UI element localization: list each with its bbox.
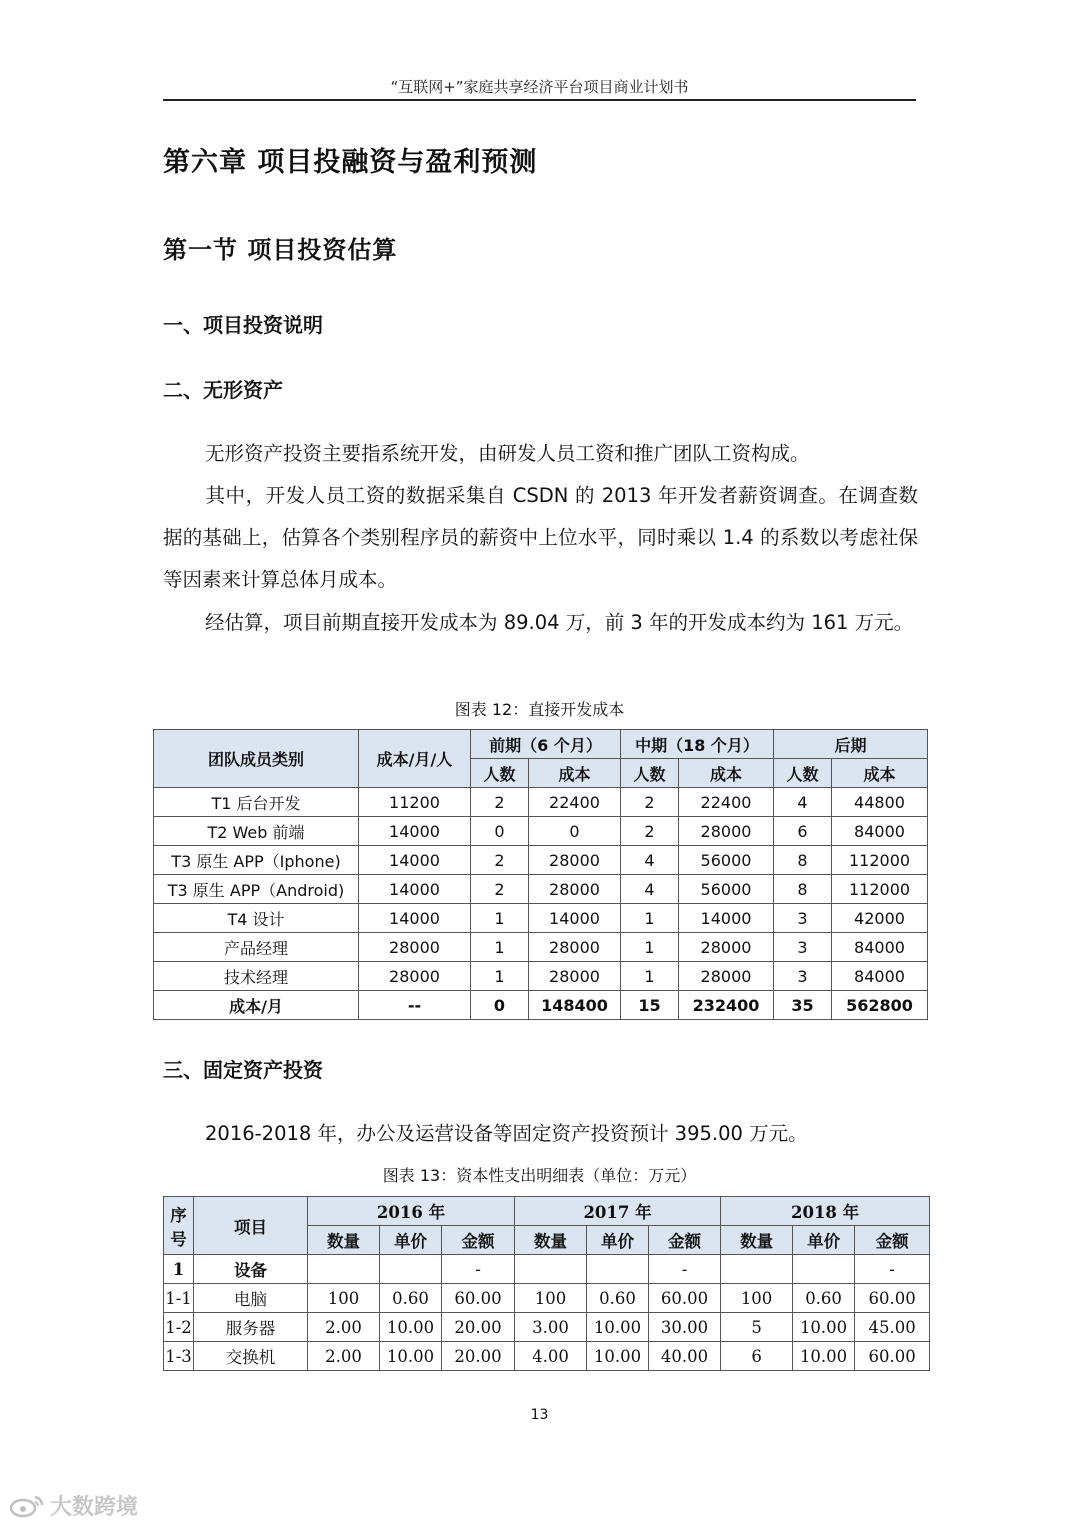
total-cell: 232400 bbox=[679, 991, 774, 1020]
table-row bbox=[154, 846, 928, 875]
table-cell: 20.00 bbox=[442, 1313, 515, 1342]
chapter-title: 第六章 项目投融资与盈利预测 bbox=[163, 147, 538, 178]
table-cell: - bbox=[442, 1255, 515, 1284]
table-cell: 10.00 bbox=[587, 1342, 649, 1371]
paragraph-3: 经估算，项目前期直接开发成本为 89.04 万，前 3 年的开发成本约为 161 万元。 bbox=[205, 611, 914, 634]
paragraph-2: 其中，开发人员工资的数据采集自 CSDN 的 2013 年开发者薪资调查。在调查数据的基础上，估算各个类别程序员的薪资中上位水平，同时乘以 1.4 的系数以考虑社保等因素来计算总体月成本。 bbox=[163, 484, 918, 591]
table-cell: 28000 bbox=[679, 817, 774, 846]
table-cell: 10.00 bbox=[380, 1342, 442, 1371]
header-early: 前期（6 个月） bbox=[471, 730, 621, 759]
table-cell: 1-2 bbox=[164, 1313, 194, 1342]
table-cell: 4.00 bbox=[515, 1342, 587, 1371]
table-cell: 45.00 bbox=[855, 1313, 930, 1342]
table-cell: 4 bbox=[621, 875, 679, 904]
table-cell bbox=[793, 1255, 855, 1284]
table-cell: 28000 bbox=[679, 933, 774, 962]
table-cell: 电脑 bbox=[194, 1284, 308, 1313]
table-cell: 56000 bbox=[679, 875, 774, 904]
table-cell: 28000 bbox=[529, 933, 621, 962]
paragraph-1: 无形资产投资主要指系统开发，由研发人员工资和推广团队工资构成。 bbox=[205, 442, 810, 465]
table-cell: 28000 bbox=[529, 962, 621, 991]
direct-dev-cost-table bbox=[153, 729, 928, 1020]
table-cell: 100 bbox=[721, 1284, 793, 1313]
table-row bbox=[164, 1342, 930, 1371]
table-cell: 28000 bbox=[359, 933, 471, 962]
table-row bbox=[154, 817, 928, 846]
table-cell: 3 bbox=[774, 933, 832, 962]
header-price: 单价 bbox=[380, 1226, 442, 1255]
header-mid: 中期（18 个月） bbox=[621, 730, 774, 759]
total-cell: 148400 bbox=[529, 991, 621, 1020]
table-cell: 10.00 bbox=[793, 1313, 855, 1342]
table-row bbox=[154, 788, 928, 817]
table-cell: 1 bbox=[164, 1255, 194, 1284]
header-count: 人数 bbox=[621, 759, 679, 788]
table-cell: 60.00 bbox=[442, 1284, 515, 1313]
header-qty: 数量 bbox=[721, 1226, 793, 1255]
table-cell: 8 bbox=[774, 846, 832, 875]
table-cell: 14000 bbox=[679, 904, 774, 933]
table-cell bbox=[308, 1255, 380, 1284]
subsection-title-2: 二、无形资产 bbox=[163, 378, 283, 402]
table-cell: 2 bbox=[471, 875, 529, 904]
total-cell: 15 bbox=[621, 991, 679, 1020]
table-cell: 0.60 bbox=[587, 1284, 649, 1313]
table-cell: 产品经理 bbox=[154, 933, 359, 962]
table-cell: - bbox=[855, 1255, 930, 1284]
table-cell: 60.00 bbox=[855, 1342, 930, 1371]
header-year-2018: 2018 年 bbox=[721, 1197, 930, 1226]
table-cell: 84000 bbox=[832, 933, 928, 962]
header-item: 项目 bbox=[194, 1197, 308, 1255]
table-cell: T3 原生 APP（Android) bbox=[154, 875, 359, 904]
table-cell: - bbox=[649, 1255, 721, 1284]
table-cell: T4 设计 bbox=[154, 904, 359, 933]
header-count: 人数 bbox=[471, 759, 529, 788]
table-cell: 1-1 bbox=[164, 1284, 194, 1313]
table-cell: 14000 bbox=[359, 817, 471, 846]
table-cell: 22400 bbox=[679, 788, 774, 817]
table-cell: 0 bbox=[471, 817, 529, 846]
table-cell: 设备 bbox=[194, 1255, 308, 1284]
table-cell: 3 bbox=[774, 962, 832, 991]
watermark bbox=[8, 1490, 138, 1521]
subsection-title-3: 三、固定资产投资 bbox=[163, 1058, 323, 1082]
table-cell: 100 bbox=[515, 1284, 587, 1313]
header-qty: 数量 bbox=[308, 1226, 380, 1255]
watermark-text: 大数跨境 bbox=[50, 1495, 139, 1520]
subsection-title-1: 一、项目投资说明 bbox=[163, 313, 323, 337]
table-cell: 84000 bbox=[832, 817, 928, 846]
running-header: “互联网+”家庭共享经济平台项目商业计划书 bbox=[390, 78, 689, 96]
table-cell: 44800 bbox=[832, 788, 928, 817]
table-cell: 4 bbox=[774, 788, 832, 817]
paragraph-4: 2016-2018 年，办公及运营设备等固定资产投资预计 395.00 万元。 bbox=[205, 1122, 808, 1145]
table-cell: 20.00 bbox=[442, 1342, 515, 1371]
table-cell bbox=[515, 1255, 587, 1284]
table-cell: 1 bbox=[471, 962, 529, 991]
table-cell: 6 bbox=[774, 817, 832, 846]
header-seq: 序号 bbox=[164, 1197, 194, 1255]
table-cell: 0.60 bbox=[380, 1284, 442, 1313]
capex-detail-table bbox=[163, 1196, 930, 1371]
table-cell: 2.00 bbox=[308, 1313, 380, 1342]
table-cell: 4 bbox=[621, 846, 679, 875]
table-cell: 14000 bbox=[359, 846, 471, 875]
table-row bbox=[154, 875, 928, 904]
total-row bbox=[154, 991, 928, 1020]
header-rule bbox=[163, 99, 916, 101]
table-row bbox=[164, 1313, 930, 1342]
weibo-logo-icon bbox=[8, 1493, 46, 1519]
table-row bbox=[154, 962, 928, 991]
header-member-category: 团队成员类别 bbox=[154, 730, 359, 788]
header-cost-per-month: 成本/月/人 bbox=[359, 730, 471, 788]
table-cell: 1 bbox=[471, 904, 529, 933]
total-cell: 562800 bbox=[832, 991, 928, 1020]
total-cell: 35 bbox=[774, 991, 832, 1020]
table-cell: 2 bbox=[621, 817, 679, 846]
table-cell: T3 原生 APP（Iphone) bbox=[154, 846, 359, 875]
table-cell bbox=[721, 1255, 793, 1284]
table-cell: 84000 bbox=[832, 962, 928, 991]
table-cell: 112000 bbox=[832, 875, 928, 904]
table-cell: 8 bbox=[774, 875, 832, 904]
table-cell: 40.00 bbox=[649, 1342, 721, 1371]
table-cell: 1 bbox=[621, 904, 679, 933]
table-cell: 10.00 bbox=[793, 1342, 855, 1371]
total-cell: -- bbox=[359, 991, 471, 1020]
header-amount: 金额 bbox=[649, 1226, 721, 1255]
table-cell: 22400 bbox=[529, 788, 621, 817]
table-cell: 服务器 bbox=[194, 1313, 308, 1342]
table-cell: 60.00 bbox=[649, 1284, 721, 1313]
table-cell: 1 bbox=[471, 933, 529, 962]
table-row bbox=[164, 1255, 930, 1284]
table-cell: 5 bbox=[721, 1313, 793, 1342]
table-cell: 42000 bbox=[832, 904, 928, 933]
table-cell: 1 bbox=[621, 933, 679, 962]
table-cell: 10.00 bbox=[380, 1313, 442, 1342]
table-row bbox=[164, 1284, 930, 1313]
table-cell: T1 后台开发 bbox=[154, 788, 359, 817]
table-cell: 技术经理 bbox=[154, 962, 359, 991]
table-cell: 30.00 bbox=[649, 1313, 721, 1342]
table-cell: 28000 bbox=[359, 962, 471, 991]
table12-caption: 图表 12：直接开发成本 bbox=[454, 700, 625, 719]
header-amount: 金额 bbox=[855, 1226, 930, 1255]
table-cell: 1 bbox=[621, 962, 679, 991]
table-cell: 14000 bbox=[529, 904, 621, 933]
table-cell: 2 bbox=[471, 788, 529, 817]
table-cell: 14000 bbox=[359, 875, 471, 904]
table-cell: 3.00 bbox=[515, 1313, 587, 1342]
table-cell: 10.00 bbox=[587, 1313, 649, 1342]
table-row bbox=[154, 904, 928, 933]
header-price: 单价 bbox=[587, 1226, 649, 1255]
header-cost: 成本 bbox=[832, 759, 928, 788]
total-cell: 成本/月 bbox=[154, 991, 359, 1020]
table-cell: 100 bbox=[308, 1284, 380, 1313]
table-cell bbox=[587, 1255, 649, 1284]
table-cell bbox=[380, 1255, 442, 1284]
table13-caption: 图表 13：资本性支出明细表（单位：万元） bbox=[382, 1166, 697, 1185]
table-cell: 1-3 bbox=[164, 1342, 194, 1371]
table-cell: 6 bbox=[721, 1342, 793, 1371]
total-cell: 0 bbox=[471, 991, 529, 1020]
table-cell: 0 bbox=[529, 817, 621, 846]
table-cell: 56000 bbox=[679, 846, 774, 875]
table-cell: 60.00 bbox=[855, 1284, 930, 1313]
header-year-2017: 2017 年 bbox=[515, 1197, 721, 1226]
table-row bbox=[154, 933, 928, 962]
table-cell: 14000 bbox=[359, 904, 471, 933]
table-cell: 2 bbox=[621, 788, 679, 817]
table-cell: 交换机 bbox=[194, 1342, 308, 1371]
header-price: 单价 bbox=[793, 1226, 855, 1255]
header-qty: 数量 bbox=[515, 1226, 587, 1255]
table-cell: 28000 bbox=[679, 962, 774, 991]
table-cell: T2 Web 前端 bbox=[154, 817, 359, 846]
page-number: 13 bbox=[530, 1407, 549, 1423]
header-cost: 成本 bbox=[679, 759, 774, 788]
section-title: 第一节 项目投资估算 bbox=[163, 236, 398, 264]
header-late: 后期 bbox=[774, 730, 928, 759]
table-cell: 0.60 bbox=[793, 1284, 855, 1313]
table-cell: 2 bbox=[471, 846, 529, 875]
table-cell: 3 bbox=[774, 904, 832, 933]
table-cell: 112000 bbox=[832, 846, 928, 875]
header-amount: 金额 bbox=[442, 1226, 515, 1255]
table-cell: 28000 bbox=[529, 846, 621, 875]
header-count: 人数 bbox=[774, 759, 832, 788]
table-cell: 28000 bbox=[529, 875, 621, 904]
header-cost: 成本 bbox=[529, 759, 621, 788]
table-cell: 11200 bbox=[359, 788, 471, 817]
header-year-2016: 2016 年 bbox=[308, 1197, 515, 1226]
table-cell: 2.00 bbox=[308, 1342, 380, 1371]
